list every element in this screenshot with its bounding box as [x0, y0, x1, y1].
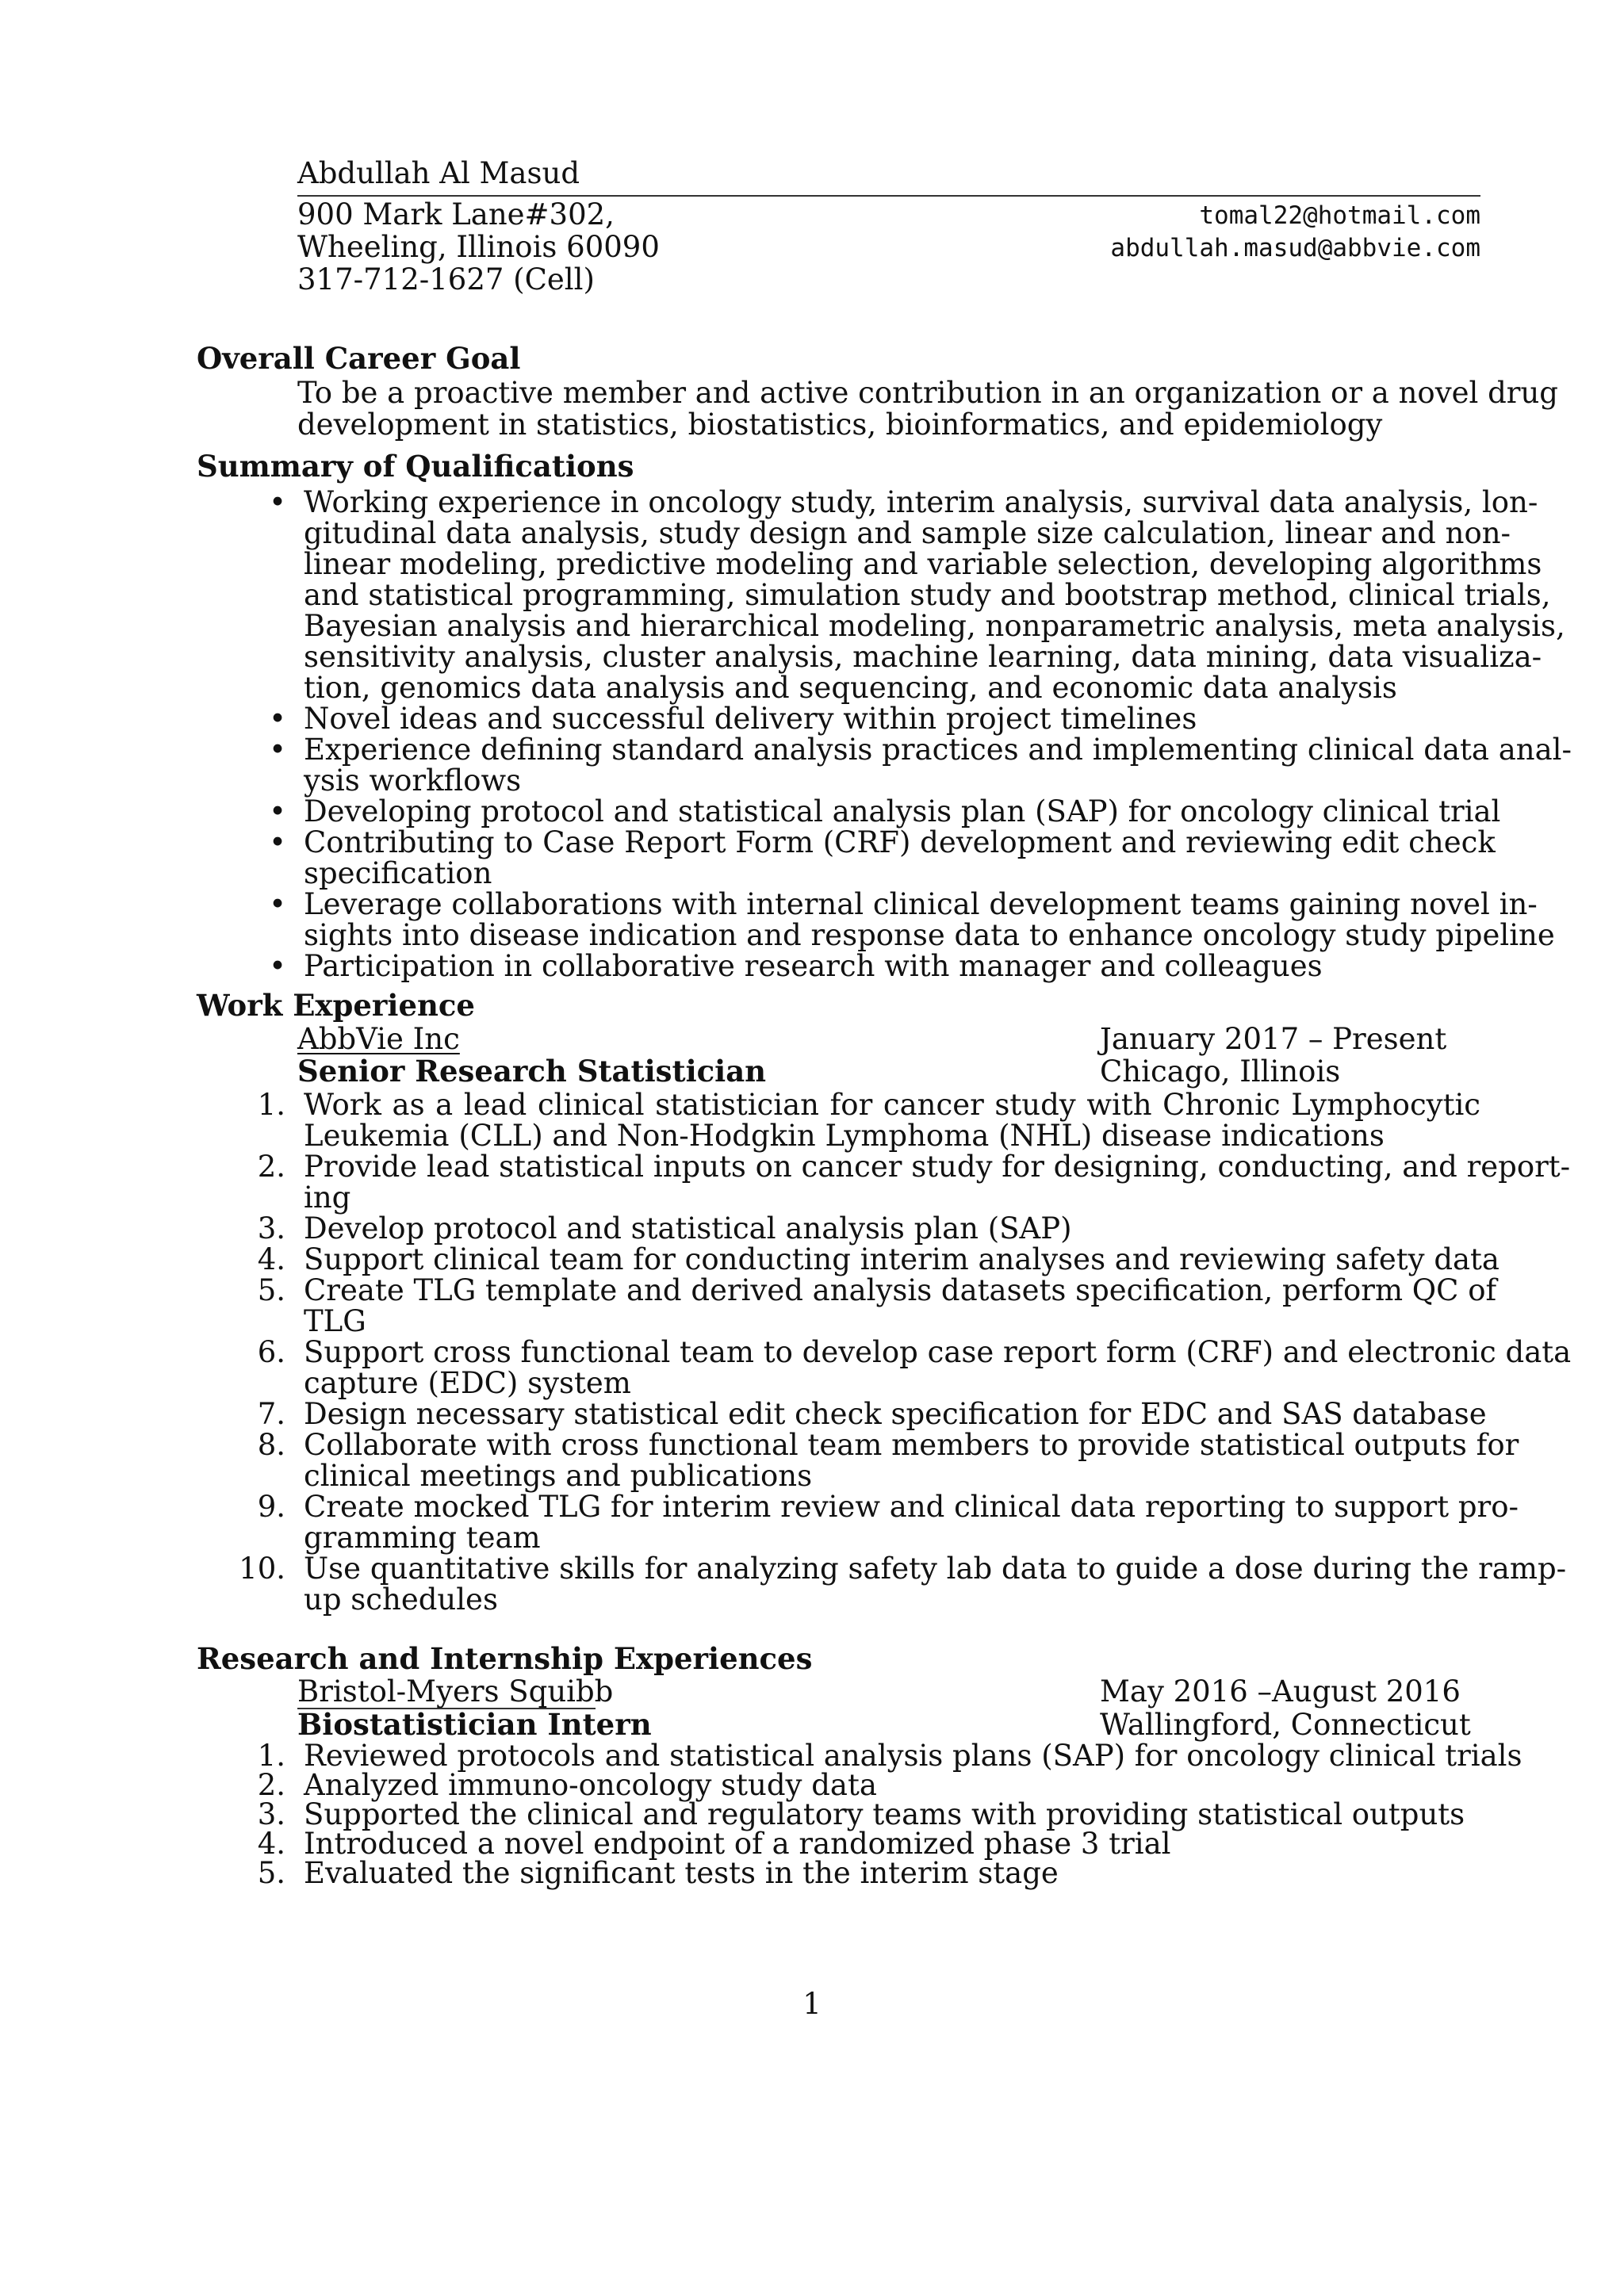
item-number: 3. — [257, 1211, 285, 1246]
bullet-icon: • — [269, 825, 286, 859]
career-goal-text — [297, 376, 1558, 442]
list-item — [257, 1827, 1480, 1861]
item-number: 6. — [257, 1335, 285, 1369]
text-line: Design necessary statistical edit check specification for EDC and SAS database — [304, 1397, 1487, 1431]
text-line: tion, genomics data analysis and sequencing, and economic data analysis — [304, 671, 1397, 705]
address-line: 900 Mark Lane#302, — [297, 197, 615, 232]
list-item — [257, 1335, 1572, 1400]
text-line: To be a proactive member and active contribution in an organization or a novel drug — [297, 376, 1558, 410]
text-line: TLG — [304, 1304, 366, 1338]
employer-name: AbbVie Inc — [297, 1022, 460, 1056]
text-line: Support clinical team for conducting interim analyses and reviewing safety data — [304, 1242, 1500, 1276]
work-position-row — [297, 1055, 1480, 1088]
section-title-qualifications: Summary of Qualifications — [197, 449, 634, 484]
text-line: Analyzed immuno-oncology study data — [304, 1768, 877, 1802]
internship-duties-list — [257, 1739, 1522, 1890]
text-line: Create mocked TLG for interim review and clinical data reporting to support pro- — [304, 1490, 1519, 1524]
bullet-icon: • — [269, 887, 286, 921]
text-line: up schedules — [304, 1582, 498, 1617]
list-item — [257, 1856, 1480, 1890]
item-number: 4. — [257, 1242, 285, 1276]
list-item — [257, 1088, 1480, 1153]
phone-number: 317-712-1627 (Cell) — [297, 262, 595, 297]
section-title-career-goal: Overall Career Goal — [197, 341, 521, 376]
list-item — [257, 1211, 1480, 1246]
text-line: Bayesian analysis and hierarchical modeling, nonparametric analysis, meta analysis, — [304, 609, 1565, 643]
job-title: Biostatistician Intern — [297, 1707, 652, 1742]
list-item — [257, 1428, 1519, 1493]
list-item — [257, 1490, 1519, 1555]
list-item — [257, 1397, 1487, 1431]
mailing-address — [297, 198, 660, 296]
text-line: Participation in collaborative research with manager and colleagues — [304, 949, 1323, 983]
item-number: 8. — [257, 1428, 285, 1462]
text-line: ysis workflows — [304, 763, 522, 798]
item-number: 5. — [257, 1273, 285, 1307]
bullet-icon: • — [269, 702, 286, 736]
bullet-icon: • — [269, 733, 286, 767]
address-line: Wheeling, Illinois 60090 — [297, 230, 660, 264]
header-rule — [297, 195, 1480, 197]
text-line: Use quantitative skills for analyzing safety lab data to guide a dose during the ramp- — [304, 1552, 1567, 1586]
text-line: gitudinal data analysis, study design and sample size calculation, linear and non- — [304, 516, 1511, 550]
section-title-work-experience: Work Experience — [197, 988, 475, 1023]
list-item — [262, 485, 1565, 705]
work-duties-list — [239, 1088, 1572, 1617]
work-employer-row — [297, 1023, 1480, 1055]
item-number: 7. — [257, 1397, 285, 1431]
email-addresses — [1110, 200, 1480, 265]
text-line: Collaborate with cross functional team members to provide statistical outputs for — [304, 1428, 1519, 1462]
list-item — [257, 1797, 1480, 1831]
list-item — [257, 1739, 1522, 1773]
text-line: gramming team — [304, 1521, 541, 1555]
item-number: 10. — [239, 1552, 285, 1586]
page-number: 1 — [802, 1987, 822, 2021]
text-line: clinical meetings and publications — [304, 1459, 813, 1493]
item-number: 2. — [257, 1150, 285, 1184]
list-item — [239, 1552, 1567, 1617]
list-item — [257, 1150, 1571, 1215]
text-line: Developing protocol and statistical analysis plan (SAP) for oncology clinical trial — [304, 794, 1501, 828]
list-item — [262, 733, 1572, 798]
text-line: Create TLG template and derived analysis datasets specification, perform QC of — [304, 1273, 1497, 1307]
job-location: Wallingford, Connecticut — [1100, 1708, 1471, 1742]
text-line: Support cross functional team to develop case report form (CRF) and electronic data — [304, 1335, 1572, 1369]
item-number: 2. — [257, 1768, 285, 1802]
text-line: Evaluated the significant tests in the interim stage — [304, 1856, 1059, 1890]
text-line: Introduced a novel endpoint of a randomized phase 3 trial — [304, 1827, 1171, 1861]
bullet-icon: • — [269, 794, 286, 828]
list-item — [257, 1768, 1480, 1802]
text-line: sensitivity analysis, cluster analysis, machine learning, data mining, data visualiza- — [304, 640, 1542, 674]
bullet-icon: • — [269, 949, 286, 983]
list-item — [262, 794, 1501, 828]
bullet-icon: • — [269, 485, 286, 519]
item-number: 1. — [257, 1739, 285, 1773]
list-item — [262, 887, 1555, 952]
research-position-row — [297, 1709, 1480, 1741]
text-line: sights into disease indication and response data to enhance oncology study pipeline — [304, 918, 1555, 952]
item-number: 1. — [257, 1088, 285, 1122]
work-email-link[interactable]: abdullah.masud@abbvie.com — [1110, 234, 1480, 262]
text-line: Experience defining standard analysis practices and implementing clinical data anal- — [304, 733, 1572, 767]
personal-email-link[interactable]: tomal22@hotmail.com — [1199, 201, 1480, 230]
job-title: Senior Research Statistician — [297, 1054, 767, 1089]
item-number: 9. — [257, 1490, 285, 1524]
job-location: Chicago, Illinois — [1100, 1054, 1341, 1089]
list-item — [262, 951, 1480, 982]
list-item — [262, 703, 1480, 734]
item-number: 5. — [257, 1856, 285, 1890]
research-employer-row — [297, 1675, 1480, 1708]
text-line: Supported the clinical and regulatory teams with providing statistical outputs — [304, 1797, 1465, 1831]
text-line: and statistical programming, simulation study and bootstrap method, clinical trials, — [304, 578, 1551, 612]
text-line: Working experience in oncology study, interim analysis, survival data analysis, lon- — [304, 485, 1538, 519]
list-item — [257, 1242, 1500, 1276]
text-line: Work as a lead clinical statistician for cancer study with Chronic Lymphocytic — [304, 1088, 1480, 1122]
employment-dates: May 2016 –August 2016 — [1100, 1674, 1461, 1709]
text-line: Develop protocol and statistical analysis plan (SAP) — [304, 1211, 1072, 1246]
text-line: development in statistics, biostatistics, bioinformatics, and epidemiology — [297, 408, 1383, 442]
qualifications-list — [262, 485, 1572, 983]
employment-dates: January 2017 – Present — [1100, 1022, 1447, 1056]
section-title-research: Research and Internship Experiences — [197, 1641, 813, 1676]
employer-name: Bristol-Myers Squibb — [297, 1674, 614, 1709]
text-line: specification — [304, 856, 492, 890]
text-line: Novel ideas and successful delivery within project timelines — [304, 702, 1197, 736]
list-item — [257, 1273, 1497, 1338]
text-line: capture (EDC) system — [304, 1366, 631, 1400]
text-line: Provide lead statistical inputs on cancer study for designing, conducting, and report- — [304, 1150, 1571, 1184]
text-line: Contributing to Case Report Form (CRF) development and reviewing edit check — [304, 825, 1496, 859]
applicant-name: Abdullah Al Masud — [297, 156, 580, 190]
text-line: linear modeling, predictive modeling and variable selection, developing algorithms — [304, 547, 1542, 581]
item-number: 4. — [257, 1827, 285, 1861]
text-line: Leukemia (CLL) and Non-Hodgkin Lymphoma (NHL) disease indications — [304, 1119, 1385, 1153]
text-line: Leverage collaborations with internal clinical development teams gaining novel in- — [304, 887, 1538, 921]
text-line: Reviewed protocols and statistical analysis plans (SAP) for oncology clinical trials — [304, 1739, 1522, 1773]
text-line: ing — [304, 1181, 351, 1215]
list-item — [262, 825, 1496, 890]
item-number: 3. — [257, 1797, 285, 1831]
